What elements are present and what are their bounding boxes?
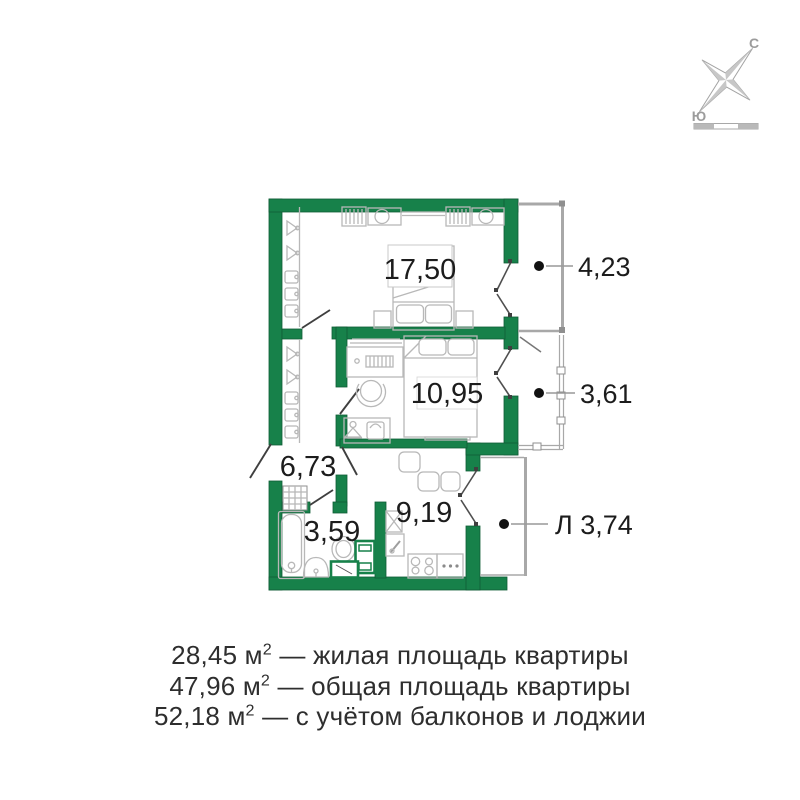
total-area-line: 47,96 $м^2$ — общая площадь квартиры xyxy=(169,670,631,701)
sink-icon xyxy=(304,558,329,578)
kitchen-door xyxy=(342,447,357,475)
hanger-icon xyxy=(287,370,299,384)
shelf-box-icon xyxy=(285,409,298,421)
compass-north-label: С xyxy=(748,35,760,51)
bench-icon xyxy=(425,437,470,440)
chair-icon xyxy=(418,472,439,491)
counter-icon xyxy=(437,554,463,578)
balcony-middle-area-label: 3,61 xyxy=(580,379,633,409)
faucet-counter-icon xyxy=(386,534,404,556)
shelf-box-icon xyxy=(285,426,298,438)
balcony-top-area-label: 4,23 xyxy=(578,252,631,282)
kitchen-area-label: 9,19 xyxy=(395,497,453,529)
cabinet-icon xyxy=(331,562,358,578)
hanger-icon xyxy=(287,221,299,235)
chair-icon xyxy=(441,472,460,491)
loggia-area-label: Л 3,74 xyxy=(555,510,633,540)
entrance-door xyxy=(250,444,271,478)
shelf-box-icon xyxy=(285,271,298,283)
radiator-icon xyxy=(342,207,366,226)
scale-bar xyxy=(694,124,758,130)
nightstand-icon xyxy=(374,311,391,328)
bedroom-area-label: 17,50 xyxy=(383,254,457,286)
duct-shaft-icon xyxy=(283,486,307,510)
shelf-box-icon xyxy=(285,305,298,317)
hallway-area-label: 6,73 xyxy=(279,451,337,483)
with-balconies-area-line: 52,18 $м^2$ — с учётом балконов и лоджии xyxy=(153,701,646,731)
room-area-label: 10,95 xyxy=(410,378,484,410)
compass-rose-icon xyxy=(676,29,776,132)
bathroom-area-label: 3,59 xyxy=(303,516,361,548)
nightstand-icon xyxy=(456,311,473,328)
living-area-line: 28,45 $м^2$ — жилая площадь квартиры xyxy=(171,640,629,670)
desk-icon xyxy=(347,347,403,377)
bathroom-door xyxy=(310,490,333,505)
bedroom-door xyxy=(302,310,330,328)
hanger-icon xyxy=(287,347,299,361)
hallway-furniture xyxy=(283,340,307,510)
office-chair-icon xyxy=(357,381,386,407)
shelf-box-icon xyxy=(285,288,298,300)
balcony-labels xyxy=(499,252,633,540)
compass-south-label: Ю xyxy=(691,108,707,124)
shelf-box-icon xyxy=(285,392,298,404)
stove-icon xyxy=(408,554,437,578)
balcony-walls xyxy=(480,201,565,577)
hanger-icon xyxy=(287,246,299,260)
area-summary xyxy=(0,640,800,732)
radiator-icon xyxy=(446,207,470,226)
chair-icon xyxy=(399,452,420,472)
